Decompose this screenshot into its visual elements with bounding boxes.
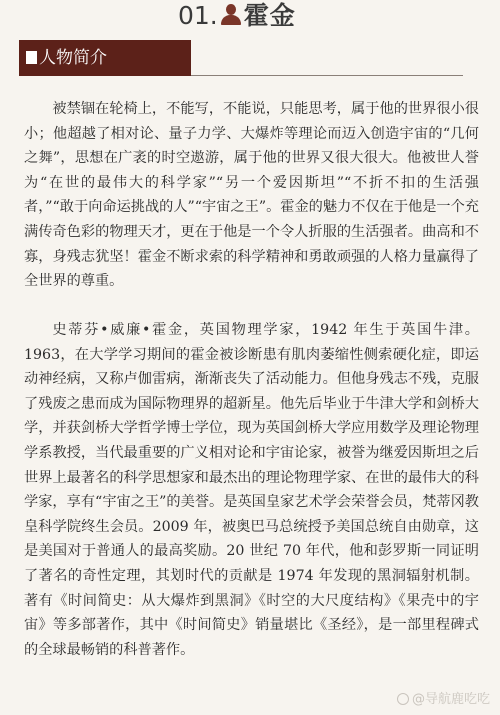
page-title	[178, 0, 296, 32]
intro-paragraph: 被禁锢在轮椅上，不能写，不能说，只能思考，属于他的世界很小很小；他超越了相对论、量子力学、大爆炸等理论而迈入创造宇宙的“几何之舞”，思想在广袤的时空遨游，属于他的世界又很大很大。他被世人誉为“在世的最伟大的科学家”“另一个爱因斯坦”“不折不扣的生活强者，”“敢于向命运挑战的人”“宇宙之王”。霍金的魅力不仅在于他是一个充满传奇色彩的物理天才，更在于他是一个令人折服的生活强者。曲高和不寡，身残志犹坚！霍金不断求索的科学精神和勇敢顽强的人格力量赢得了全世界的尊重。	[24, 101, 479, 290]
section-header	[19, 40, 191, 76]
section-label: 人物简介	[39, 48, 107, 68]
divider	[191, 75, 463, 76]
title-number: 01.	[178, 1, 218, 30]
watermark	[397, 688, 490, 707]
camera-icon	[397, 693, 409, 705]
watermark-text: @导航鹿吃吃	[411, 692, 490, 707]
title-bar	[0, 0, 500, 38]
title-name: 霍金	[243, 1, 296, 30]
person-icon	[220, 2, 242, 26]
square-bullet-icon	[26, 51, 37, 64]
biography-paragraph: 史蒂芬•威廉•霍金，英国物理学家，1942 年生于英国牛津。1963，在大学学习期间的霍金被诊断患有肌肉萎缩性侧索硬化症，即运动神经病，又称卢伽雷病，渐渐丧失了活动能力。但他身残志不残，克服了残废之患而成为国际物理界的超新星。他先后毕业于牛津大学和剑桥大学，并获剑桥大学哲学博士学位，现为英国剑桥大学应用数学及理论物理学系教授，当代最重要的广义相对论和宇宙论家，被誉为继爱因斯坦之后世界上最著名的科学思想家和最杰出的理论物理学家、在世的最伟大的科学家，享有“宇宙之王”的美誉。是英国皇家艺术学会荣誉会员，梵蒂冈教皇科学院终生会员。2009 年，被奥巴马总统授予美国总统自由勋章，这是美国对于普通人的最高奖励。20 世纪 70 年代，他和彭罗斯一同证明了著名的奇性定理，其划时代的贡献是 1974 年发现的黑洞辐射机制。著有《时间简史：从大爆炸到黑洞》《时空的大尺度结构》《果壳中的宇宙》等多部著作，其中《时间简史》销量堪比《圣经》，是一部里程碑式的全球最畅销的科普著作。	[24, 322, 479, 658]
